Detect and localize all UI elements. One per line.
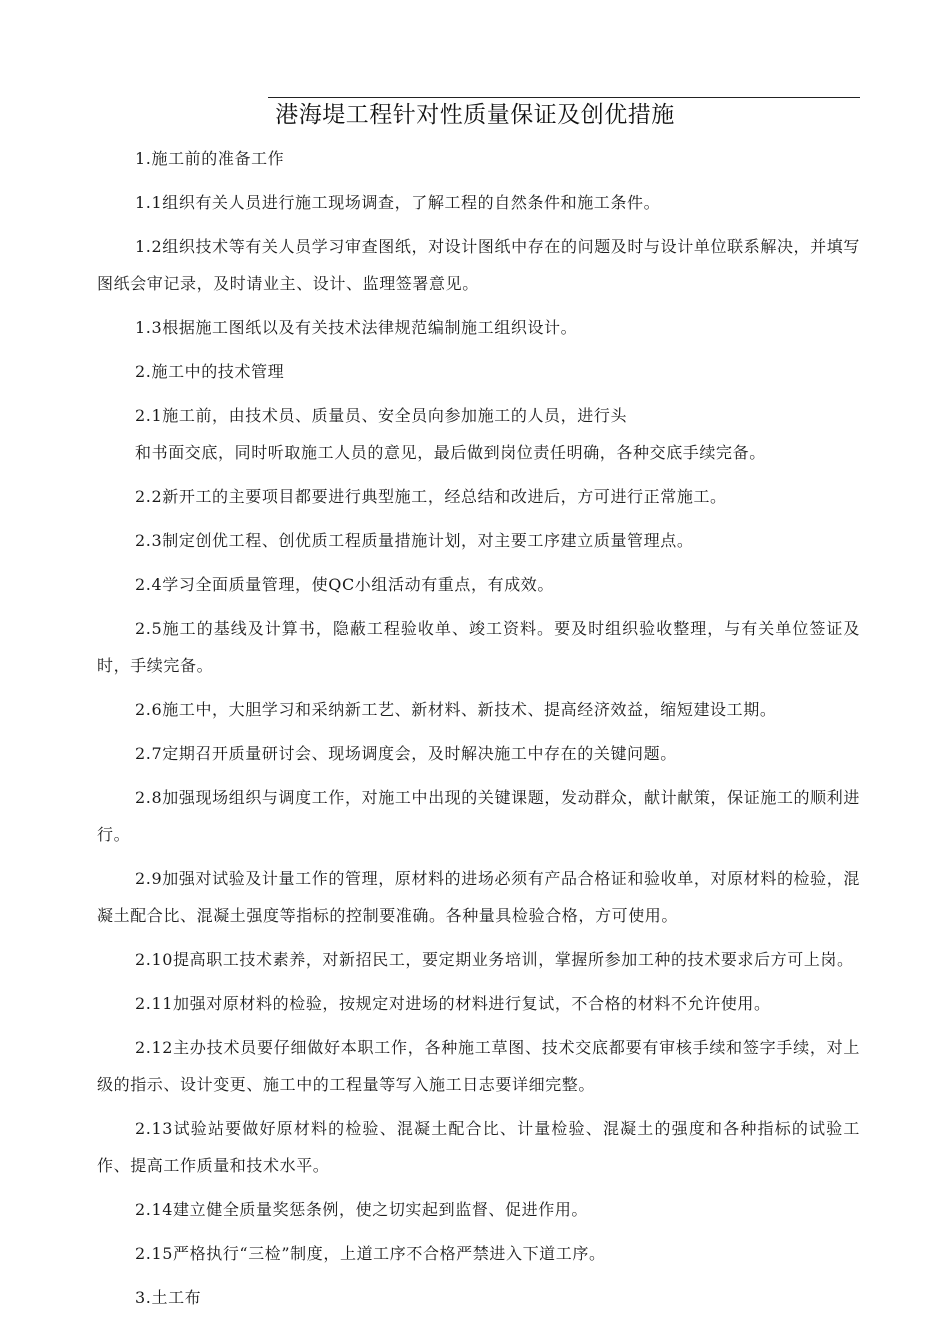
heading-1: 1.施工前的准备工作 <box>135 149 285 168</box>
paragraph-2-7: 2.7定期召开质量研讨会、现场调度会，及时解决施工中存在的关键问题。 <box>135 744 677 763</box>
paragraph-2-3: 2.3制定创优工程、创优质工程质量措施计划，对主要工序建立质量管理点。 <box>135 531 694 550</box>
paragraph-2-10: 2.10提高职工技术素养，对新招民工，要定期业务培训，掌握所参加工种的技术要求后方可上岗。 <box>135 950 854 969</box>
paragraph-2-12: 2.12主办技术员要仔细做好本职工作，各种施工草图、技术交底都要有审核手续和签字手续，对上级的指示、设计变更、施工中的工程量等写入施工日志要详细完整。 <box>97 1038 860 1094</box>
heading-3: 3.土工布 <box>135 1288 202 1307</box>
paragraph-2-6: 2.6施工中，大胆学习和采纳新工艺、新材料、新技术、提高经济效益，缩短建设工期。 <box>135 700 777 719</box>
paragraph-1-1: 1.1组织有关人员进行施工现场调查，了解工程的自然条件和施工条件。 <box>135 193 661 212</box>
paragraph-2-2: 2.2新开工的主要项目都要进行典型施工，经总结和改进后，方可进行正常施工。 <box>135 487 727 506</box>
paragraph-1-2: 1.2组织技术等有关人员学习审查图纸，对设计图纸中存在的问题及时与设计单位联系解决，并填写图纸会审记录，及时请业主、设计、监理签署意见。 <box>97 237 860 293</box>
paragraph-2-4: 2.4学习全面质量管理，使QC小组活动有重点，有成效。 <box>135 575 555 594</box>
paragraph-2-13: 2.13试验站要做好原材料的检验、混凝土配合比、计量检验、混凝土的强度和各种指标的试验工作、提高工作质量和技术水平。 <box>97 1119 860 1175</box>
paragraph-1-3: 1.3根据施工图纸以及有关技术法律规范编制施工组织设计。 <box>135 318 578 337</box>
heading-2: 2.施工中的技术管理 <box>135 362 285 381</box>
paragraph-2-14: 2.14建立健全质量奖惩条例，使之切实起到监督、促进作用。 <box>135 1200 589 1219</box>
paragraph-2-8: 2.8加强现场组织与调度工作，对施工中出现的关键课题，发动群众，献计献策，保证施工的顺利进行。 <box>97 788 860 844</box>
document-body <box>97 140 860 1323</box>
paragraph-2-9: 2.9加强对试验及计量工作的管理，原材料的进场必须有产品合格证和验收单，对原材料的检验，混凝土配合比、混凝土强度等指标的控制要准确。各种量具检验合格，方可使用。 <box>97 869 860 925</box>
paragraph-2-1-continued: 和书面交底，同时听取施工人员的意见，最后做到岗位责任明确，各种交底手续完备。 <box>135 443 766 462</box>
paragraph-2-15: 2.15严格执行“三检”制度，上道工序不合格严禁进入下道工序。 <box>135 1244 606 1263</box>
paragraph-2-5: 2.5施工的基线及计算书，隐蔽工程验收单、竣工资料。要及时组织验收整理，与有关单位签证及时，手续完备。 <box>97 619 860 675</box>
document-title: 港海堤工程针对性质量保证及创优措施 <box>275 102 675 128</box>
paragraph-2-1: 2.1施工前，由技术员、质量员、安全员向参加施工的人员，进行头 <box>135 406 628 425</box>
paragraph-2-11: 2.11加强对原材料的检验，按规定对进场的材料进行复试，不合格的材料不允许使用。 <box>135 994 771 1013</box>
